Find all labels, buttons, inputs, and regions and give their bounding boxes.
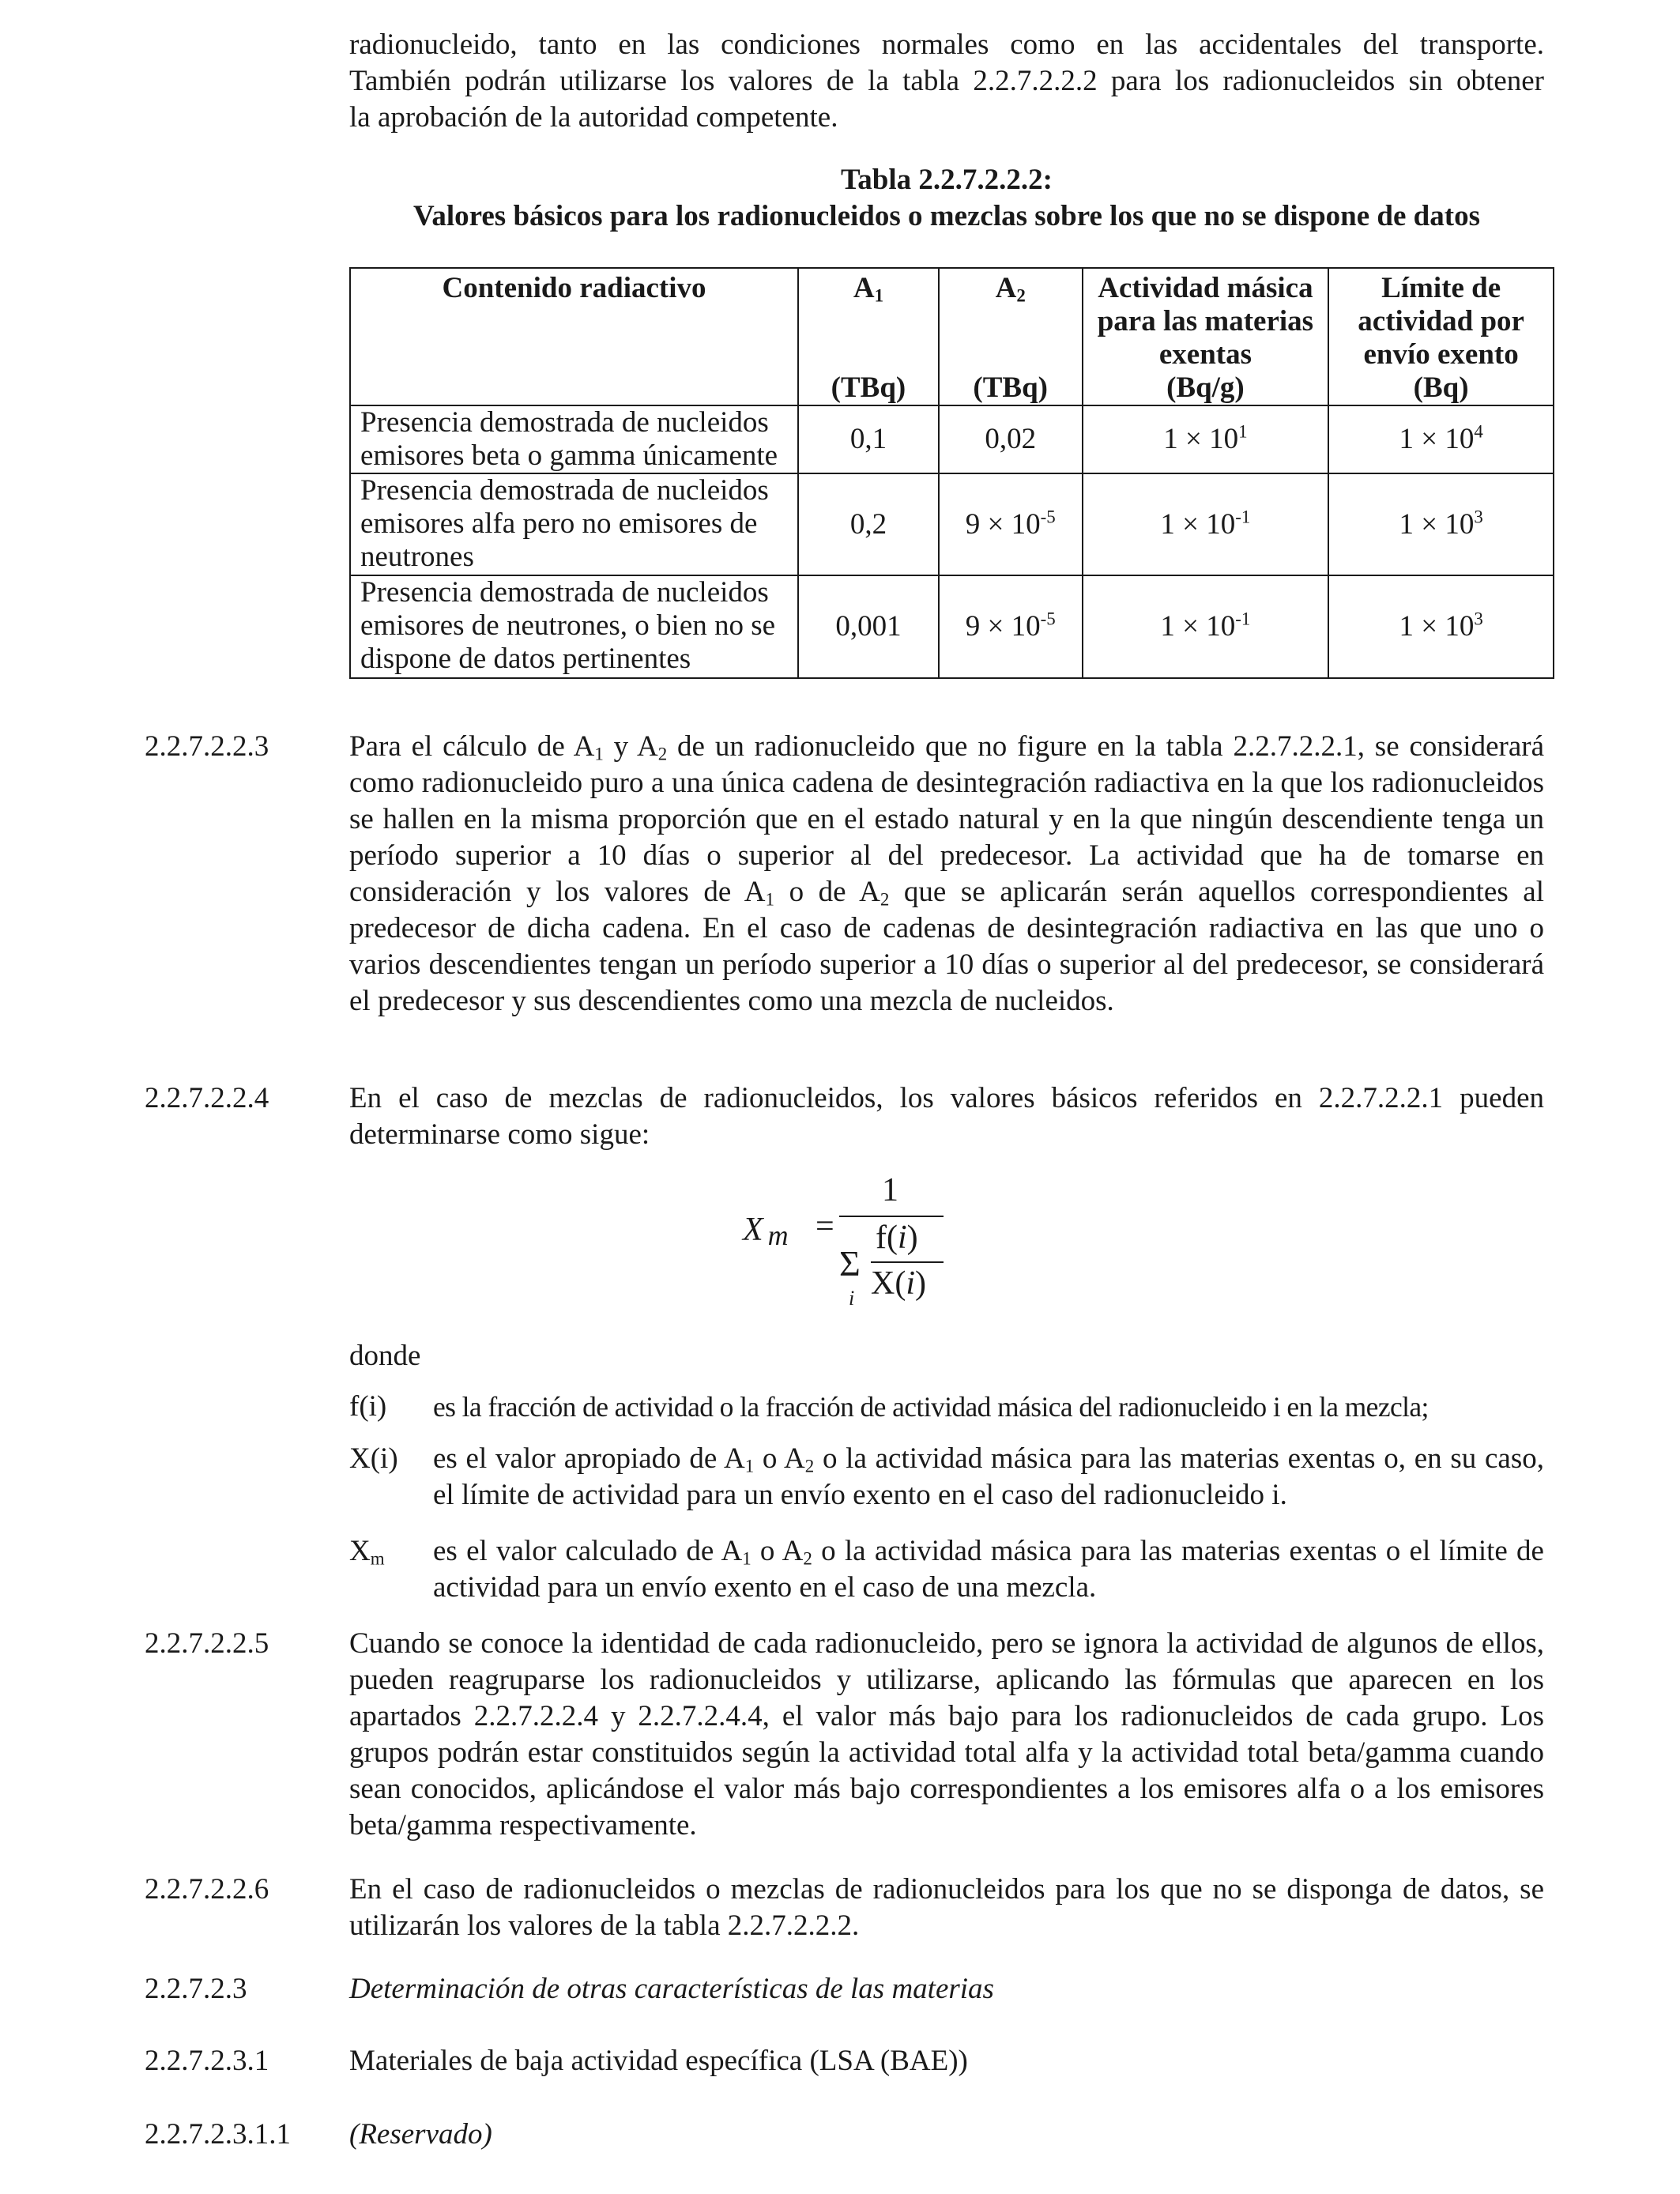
header-mass-activity-label: Actividad másica para las materias exentas <box>1097 272 1314 371</box>
intro-paragraph <box>349 27 1544 136</box>
header-a1 <box>798 268 939 405</box>
table-header-row <box>350 268 1554 405</box>
intro-line-1: radionucleido, tanto en las condiciones normales como en las accidentales del transporte. <box>349 28 1544 61</box>
header-a2-unit: (TBq) <box>973 371 1048 404</box>
table-title-line-2: Valores básicos para los radionucleidos o mezclas sobre los que no se dispone de datos <box>413 200 1480 232</box>
table-row <box>350 473 1554 575</box>
header-a1-label: $A_1$ <box>853 272 884 306</box>
section-heading-22311: (Reservado) <box>349 2118 492 2151</box>
section-text-2225: Cuando se conoce la identidad de cada radionucleido, pero se ignora la actividad de algunos de ellos, pueden reagruparse los radionucleidos y utilizarse, aplicando las fórmulas que aparecen en los apartados 2.2.7.2.2.4 y 2.2.7.2.4.4, el valor más bajo para los radionucleidos de cada grupo. Los grupos podrán estar constituidos según la actividad total alfa y la actividad total beta/gamma cuando sean conocidos, aplicándose el valor más bajo correspondientes a los emisores alfa o a los emisores beta/gamma respectivamente. <box>349 1627 1544 1842</box>
row-2-mass: $1 \times 10^{-1}$ <box>1083 473 1329 575</box>
section-number-2223: 2.2.7.2.2.3 <box>145 730 269 763</box>
values-table <box>349 267 1554 679</box>
definition-text: es el valor apropiado de $A_1$ o $A_2$ o la actividad másica para las materias exentas o, en su caso, el límite de actividad para un envío exento en el caso del radionucleido i. <box>433 1442 1545 1511</box>
table-row <box>350 405 1554 473</box>
formula-lhs: X m <box>743 1212 789 1251</box>
row-3-a1: 0,001 <box>798 575 939 678</box>
row-1-a1: 0,1 <box>798 405 939 473</box>
row-3-a2: $9 \times 10^{-5}$ <box>939 575 1083 678</box>
section-number-2231: 2.2.7.2.3.1 <box>145 2045 269 2077</box>
row-1-mass: $1 \times 10^1$ <box>1083 405 1329 473</box>
definition-text: es el valor calculado de $A_1$ o $A_2$ o la actividad másica para las materias exentas o el límite de actividad para un envío exento en el caso de una mezcla. <box>433 1535 1544 1604</box>
section-number-2226: 2.2.7.2.2.6 <box>145 1873 269 1906</box>
row-2-content: Presencia demostrada de nucleidos emisores alfa pero no emisores de neutrones <box>350 473 798 575</box>
row-3-limit: $1 \times 10^3$ <box>1328 575 1554 678</box>
definition-x-i <box>349 1441 1544 1514</box>
row-3-content: Presencia demostrada de nucleidos emisores de neutrones, o bien no se dispone de datos pertinentes <box>350 575 798 678</box>
row-2-a2: $9 \times 10^{-5}$ <box>939 473 1083 575</box>
header-limit-unit: (Bq) <box>1413 371 1469 404</box>
section-number-223: 2.2.7.2.3 <box>145 1973 247 2005</box>
donde-label: donde <box>349 1340 421 1372</box>
header-a1-unit: (TBq) <box>831 371 906 404</box>
header-mass-activity <box>1083 268 1329 405</box>
intro-line-2: También podrán utilizarse los valores de la tabla 2.2.7.2.2.2 para los radionucleidos sin obtener <box>349 65 1544 97</box>
formula-main-bar <box>839 1216 944 1217</box>
row-1-limit: $1 \times 10^4$ <box>1328 405 1554 473</box>
formula-inner-numerator: f(i) <box>876 1220 918 1256</box>
table-title-line-1: Tabla 2.2.7.2.2.2: <box>841 164 1053 196</box>
section-heading-2231: Materiales de baja actividad específica (LSA (BAE)) <box>349 2045 968 2077</box>
row-2-limit: $1 \times 10^3$ <box>1328 473 1554 575</box>
header-a2-label: $A_2$ <box>995 272 1026 306</box>
formula-sigma-sub: i <box>849 1287 855 1310</box>
section-number-2224: 2.2.7.2.2.4 <box>145 1082 269 1114</box>
formula-sigma: Σ <box>839 1243 861 1284</box>
header-content-label: Contenido radiactivo <box>442 272 706 304</box>
table-row <box>350 575 1554 678</box>
definition-f-i <box>349 1389 1544 1425</box>
section-number-22311: 2.2.7.2.3.1.1 <box>145 2118 291 2151</box>
definition-x-m <box>349 1533 1544 1606</box>
section-text-2226: En el caso de radionucleidos o mezclas de radionucleidos para los que no se disponga de datos, se utilizarán los valores de la tabla 2.2.7.2.2.2. <box>349 1873 1544 1942</box>
header-content <box>350 268 798 405</box>
formula-equals: = <box>816 1208 834 1245</box>
section-text-2223: Para el cálculo de $A_1$ y $A_2$ de un radionucleido que no figure en la tabla 2.2.7.2.2.1, se considerará como radionucleido puro a una única cadena de desintegración radiactiva en la que los radionucleidos se hallen en la misma proporción que en el estado natural y en la que ningún descendiente tenga un período superior a 10 días o superior al del predecesor. La actividad que ha de tomarse en consideración y los valores de $A_1$ o de $A_2$ que se aplicarán serán aquellos correspondientes al predecesor de dicha cadena. En el caso de cadenas de desintegración radiactiva en las que uno o varios descendientes tengan un período superior a 10 días o superior al del predecesor, se considerará el predecesor y sus descendientes como una mezcla de nucleidos. <box>349 730 1544 1017</box>
header-a2 <box>939 268 1083 405</box>
definition-symbol: X(i) <box>349 1442 398 1475</box>
row-2-a1: 0,2 <box>798 473 939 575</box>
definition-symbol: $X_m$ <box>349 1535 385 1569</box>
section-number-2225: 2.2.7.2.2.5 <box>145 1627 269 1660</box>
formula-inner-bar <box>871 1261 944 1263</box>
mixture-formula <box>743 1171 980 1321</box>
header-mass-activity-unit: (Bq/g) <box>1166 371 1245 404</box>
intro-line-3: la aprobación de la autoridad competente. <box>349 101 838 134</box>
header-limit <box>1328 268 1554 405</box>
row-1-content: Presencia demostrada de nucleidos emisores beta o gamma únicamente <box>350 405 798 473</box>
formula-numerator: 1 <box>882 1172 898 1208</box>
row-3-mass: $1 \times 10^{-1}$ <box>1083 575 1329 678</box>
section-text-2224: En el caso de mezclas de radionucleidos, los valores básicos referidos en 2.2.7.2.2.1 pueden determinarse como sigue: <box>349 1082 1544 1151</box>
row-1-a2: 0,02 <box>939 405 1083 473</box>
definition-symbol: f(i) <box>349 1390 387 1423</box>
formula-inner-denominator: X(i) <box>871 1265 926 1302</box>
section-heading-223: Determinación de otras características de las materias <box>349 1973 994 2005</box>
definition-text: es la fracción de actividad o la fracción de actividad másica del radionucleido i en la mezcla; <box>433 1391 1429 1423</box>
header-limit-label: Límite de actividad por envío exento <box>1358 272 1524 371</box>
